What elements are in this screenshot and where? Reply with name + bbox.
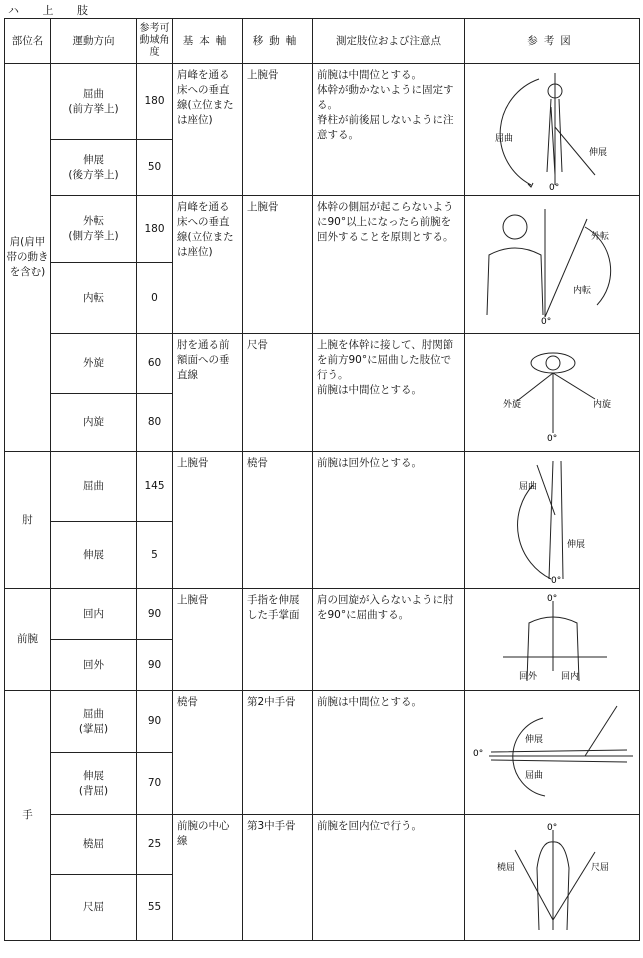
header-moving-axis: 移動軸 [243,19,313,64]
direction-cell: 橈屈 [51,815,137,875]
direction-cell: 伸展 (背屈) [51,753,137,815]
header-figure: 参考図 [465,19,640,64]
forearm-figure [467,593,637,687]
figure-label: 0° [551,576,562,585]
figure-label: 内旋 [593,399,612,410]
figure-label: 伸展 [567,540,586,550]
angle-cell: 180 [137,196,173,263]
header-basic-axis: 基本軸 [173,19,243,64]
moving-axis-cell: 手指を伸展した手掌面 [243,589,313,691]
angle-cell: 90 [137,691,173,753]
direction-cell: 内転 [51,263,137,334]
part-shoulder: 肩(肩甲帯の動きを含む) [5,64,51,452]
figure-label: 橈屈 [497,863,516,873]
direction-cell: 伸展 [51,522,137,589]
angle-cell: 80 [137,394,173,452]
angle-cell: 145 [137,452,173,522]
figure-shoulder-flexion [465,64,640,196]
wrist-deviation-figure [467,820,637,935]
notes-cell: 体幹の側屈が起こらないように90°以上になったら前腕を回外することを原則とする。 [313,196,465,334]
header-notes: 測定肢位および注意点 [313,19,465,64]
moving-axis-cell: 第2中手骨 [243,691,313,815]
angle-cell: 90 [137,589,173,640]
table-row [5,64,640,140]
notes-cell: 上腕を体幹に接して、肘関節を前方90°に屈曲した肢位で行う。 前腕は中間位とする。 [313,334,465,452]
basic-axis-cell: 肩峰を通る床への垂直線(立位または座位) [173,196,243,334]
direction-cell: 伸展 (後方挙上) [51,140,137,196]
direction-cell: 回内 [51,589,137,640]
header-direction: 運動方向 [51,19,137,64]
figure-label: 0° [547,823,558,833]
basic-axis-cell: 前腕の中心線 [173,815,243,941]
direction-cell: 屈曲 (前方挙上) [51,64,137,140]
part-hand: 手 [5,691,51,941]
part-elbow: 肘 [5,452,51,589]
figure-label: 0° [549,183,560,192]
figure-label: 0° [547,433,558,443]
angle-cell: 5 [137,522,173,589]
table-row [5,452,640,522]
figure-shoulder-rotation [465,334,640,452]
notes-cell: 前腕は中間位とする。 体幹が動かないように固定する。 脊柱が前後屈しないように注意する。 [313,64,465,196]
section-title: ハ 上 肢 [8,4,98,17]
direction-cell: 尺屈 [51,875,137,941]
notes-cell: 前腕は回外位とする。 [313,452,465,589]
angle-cell: 60 [137,334,173,394]
notes-cell: 前腕を回内位で行う。 [313,815,465,941]
header-angle: 参考可動域角度 [137,19,173,64]
angle-cell: 70 [137,753,173,815]
figure-label: 内転 [573,285,592,296]
basic-axis-cell: 橈骨 [173,691,243,815]
basic-axis-cell: 肩峰を通る床への垂直線(立位または座位) [173,64,243,196]
part-forearm: 前腕 [5,589,51,691]
figure-label: 外転 [591,231,610,242]
shoulder-flexion-figure [467,67,637,192]
shoulder-rotation-figure [467,343,637,443]
rom-table [4,18,640,941]
moving-axis-cell: 第3中手骨 [243,815,313,941]
basic-axis-cell: 上腕骨 [173,452,243,589]
moving-axis-cell: 上腕骨 [243,64,313,196]
figure-wrist-deviation [465,815,640,941]
basic-axis-cell: 肘を通る前額面への垂直線 [173,334,243,452]
angle-cell: 90 [137,640,173,691]
wrist-flexion-figure [467,698,637,808]
figure-label: 屈曲 [519,482,538,492]
header-row [5,19,640,64]
angle-cell: 180 [137,64,173,140]
figure-label: 回外 [519,671,538,682]
figure-label: 回内 [561,671,580,682]
table-row [5,334,640,394]
figure-label: 0° [473,748,484,759]
figure-label: 0° [541,316,552,325]
figure-label: 0° [547,593,558,604]
figure-label: 伸展 [589,148,608,158]
figure-label: 屈曲 [495,134,514,144]
table-row [5,691,640,753]
angle-cell: 0 [137,263,173,334]
figure-shoulder-abduction [465,196,640,334]
elbow-figure [467,455,637,585]
direction-cell: 外旋 [51,334,137,394]
figure-label: 伸展 [525,734,544,745]
figure-label: 尺屈 [591,863,610,873]
angle-cell: 55 [137,875,173,941]
table-row [5,196,640,263]
direction-cell: 内旋 [51,394,137,452]
direction-cell: 屈曲 (掌屈) [51,691,137,753]
figure-label: 外旋 [503,399,522,410]
shoulder-abduction-figure [467,205,637,325]
basic-axis-cell: 上腕骨 [173,589,243,691]
figure-wrist-flexion [465,691,640,815]
angle-cell: 50 [137,140,173,196]
direction-cell: 外転 (側方挙上) [51,196,137,263]
moving-axis-cell: 橈骨 [243,452,313,589]
angle-cell: 25 [137,815,173,875]
notes-cell: 肩の回旋が入らないように肘を90°に屈曲する。 [313,589,465,691]
direction-cell: 回外 [51,640,137,691]
figure-elbow [465,452,640,589]
moving-axis-cell: 尺骨 [243,334,313,452]
header-part: 部位名 [5,19,51,64]
table-row [5,589,640,640]
direction-cell: 屈曲 [51,452,137,522]
figure-label: 屈曲 [525,770,544,781]
notes-cell: 前腕は中間位とする。 [313,691,465,815]
figure-forearm [465,589,640,691]
table-row [5,815,640,875]
moving-axis-cell: 上腕骨 [243,196,313,334]
